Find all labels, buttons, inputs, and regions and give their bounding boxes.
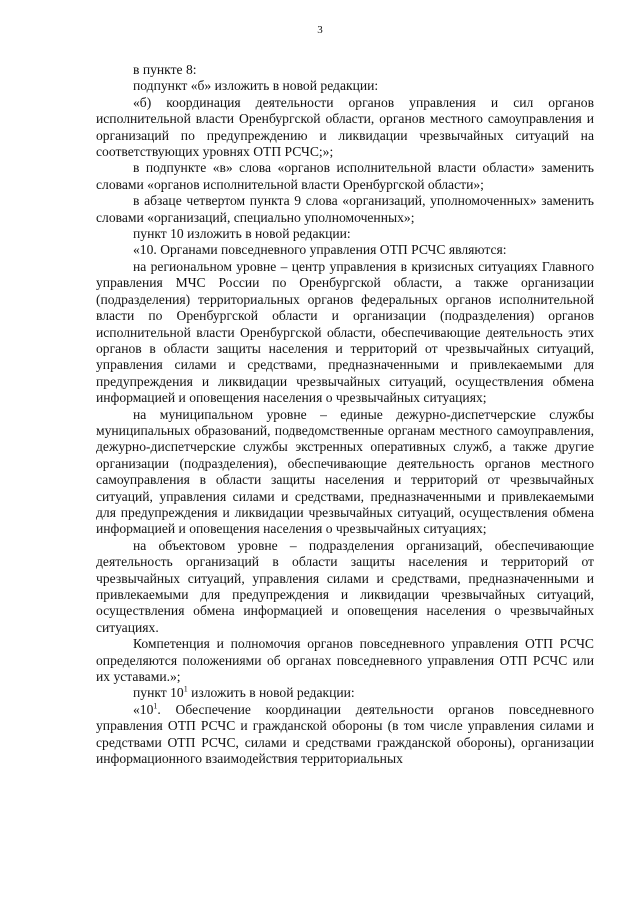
- paragraph-object-level: на объектовом уровне – подразделения организаций, обеспечивающие деятельность организаций в области защиты населения и территорий от чрезвычайных ситуаций, управления силами и средствами, предназначенными и привлекаемыми для предупреждения и ликвидации чрезвычайных ситуаций, осуществления обмена информацией и оповещения населения о чрезвычайных ситуациях.: [96, 537, 594, 635]
- paragraph-subitem-v: в подпункте «в» слова «органов исполнительной власти области» заменить словами «органов исполнительной власти Оренбургской области»;: [96, 160, 594, 192]
- document-body: [96, 62, 594, 767]
- paragraph-item-10-heading: «10. Органами повседневного управления ОТП РСЧС являются:: [133, 242, 507, 258]
- text-fragment: . Обеспечение координации деятельности органов повседневного управления ОТП РСЧС и гражданской обороны (в том числе управления силами и средствами ОТП РСЧС, силами и средствами гражданской обороны), организации информационного взаимодействия территориальных: [96, 701, 594, 767]
- paragraph-item-10-1-intro: [96, 685, 594, 701]
- superscript: 1: [183, 684, 188, 694]
- paragraph-municipal-level: на муниципальном уровне – единые дежурно-диспетчерские службы муниципальных образований, подведомственные органам местного самоуправления, дежурно-диспетчерские службы экстренных оперативных служб, а также другие организации (подразделения), обеспечивающие деятельность органов местного самоуправления в области защиты населения и территорий от чрезвычайных ситуаций, управления силами и средствами, предназначенными и привлекаемыми для предупреждения и ликвидации чрезвычайных ситуаций, осуществления обмена информацией и оповещения населения о чрезвычайных ситуациях;: [96, 406, 594, 537]
- paragraph-item-10-intro: пункт 10 изложить в новой редакции:: [133, 226, 351, 242]
- paragraph-competence: Компетенция и полномочия органов повседневного управления ОТП РСЧС определяются положениями об органах повседневного управления ОТП РСЧС или их уставами.»;: [96, 636, 594, 685]
- text-fragment: «10: [133, 701, 154, 717]
- paragraph-subitem-b-text: «б) координация деятельности органов управления и сил органов исполнительной власти Оренбургской области, органов местного самоуправления и организаций по предупреждению и ликвидации чрезвычайных ситуаций на соответствующих уровнях ОТП РСЧС;»;: [96, 94, 594, 160]
- superscript: 1: [153, 701, 158, 711]
- paragraph-subitem-b-intro: подпункт «б» изложить в новой редакции:: [133, 78, 379, 94]
- text-fragment: пункт 10: [133, 685, 184, 701]
- paragraph-item-9: в абзаце четвертом пункта 9 слова «организаций, уполномоченных» заменить словами «организаций, специально уполномоченных»;: [96, 193, 594, 225]
- paragraph-item-10-1-text: [96, 702, 594, 768]
- paragraph-regional-level: на региональном уровне – центр управления в кризисных ситуациях Главного управления МЧС России по Оренбургской области, а также организации (подразделения) территориальных органов федеральных органов исполнительной власти по Оренбургской области и организации (подразделения) органов исполнительной власти Оренбургской области, обеспечивающие деятельность этих органов в области защиты населения и территорий от чрезвычайных ситуаций, управления силами и средствами, предназначенными и привлекаемыми для предупреждения и ликвидации чрезвычайных ситуаций, осуществления обмена информацией и оповещения населения о чрезвычайных ситуациях;: [96, 258, 594, 406]
- paragraph-item-8-heading: в пункте 8:: [133, 62, 197, 77]
- text-fragment: изложить в новой редакции:: [187, 685, 355, 701]
- page-number: 3: [317, 24, 323, 36]
